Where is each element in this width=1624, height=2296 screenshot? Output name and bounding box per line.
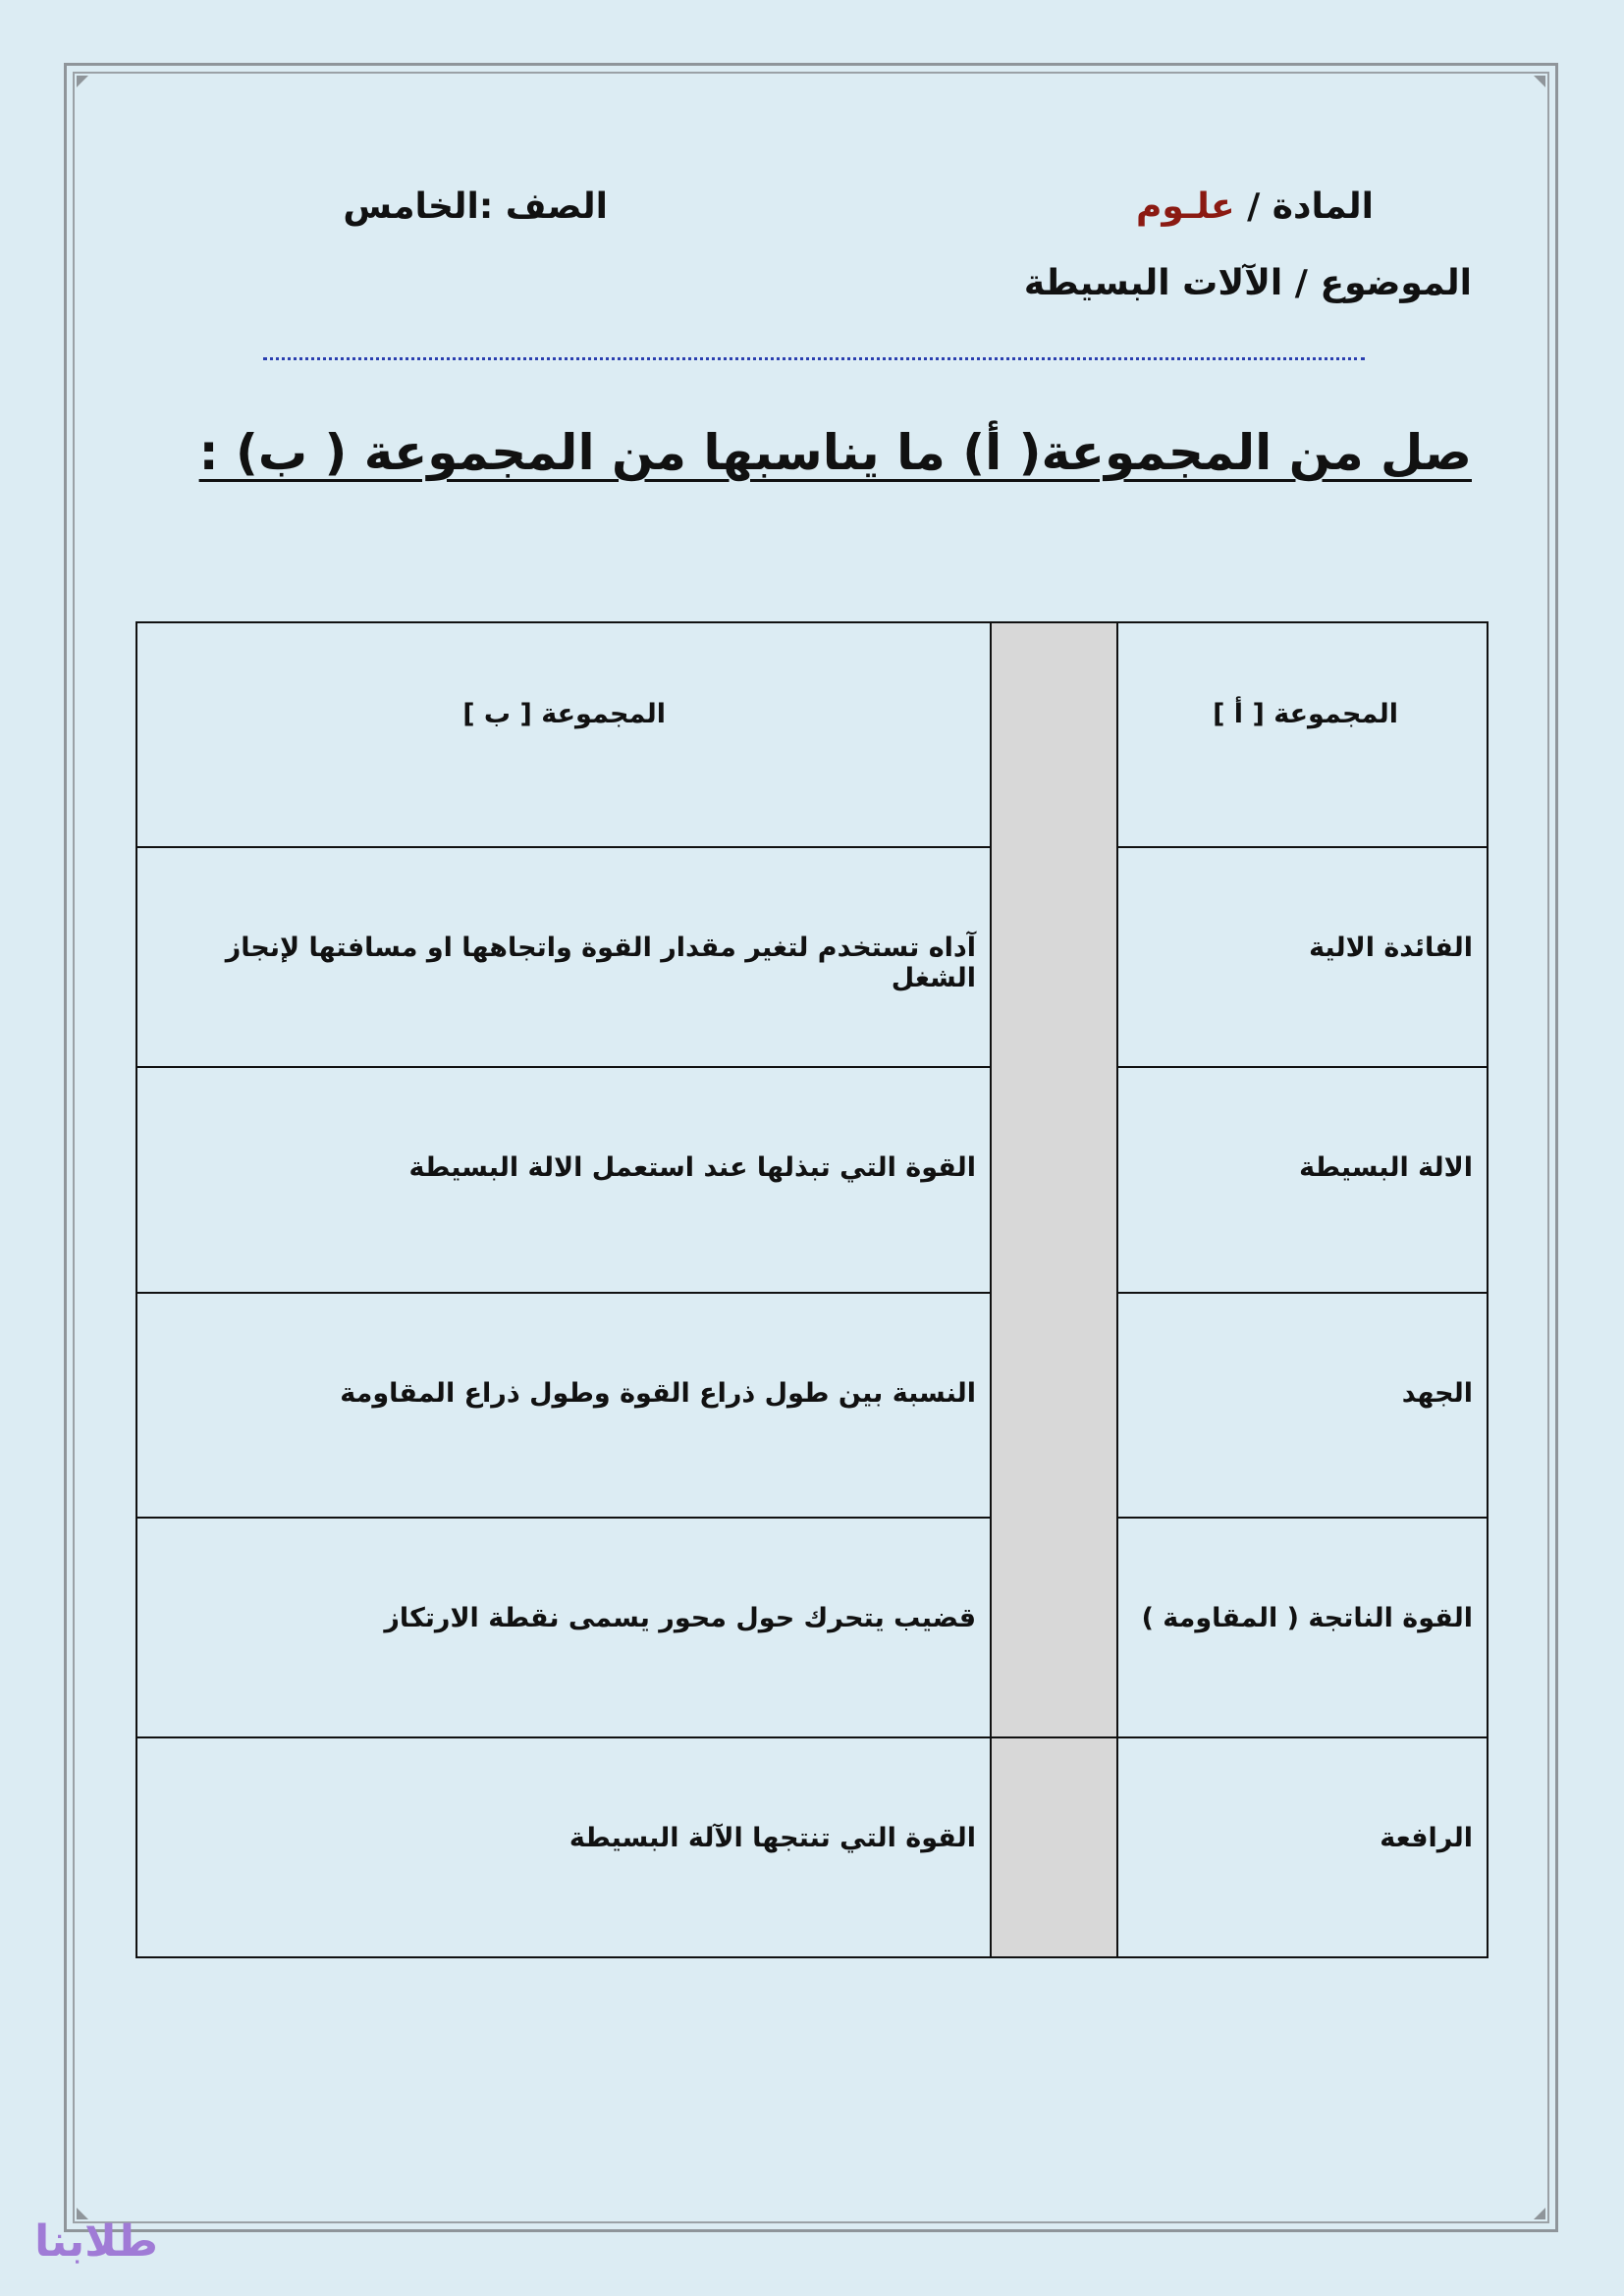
table-row [136,1293,1488,1518]
table-row [136,847,1488,1067]
topic-label: الموضوع / الآلات البسيطة [1023,263,1472,303]
group-b-item: آداه تستخدم لتغير مقدار القوة واتجاهها او مسافتها لإنجاز الشغل [136,847,991,1067]
subject-label: المادة / [1247,187,1374,227]
header-group-b: المجموعة [ ب ] [136,622,991,847]
answer-column[interactable] [991,622,1117,1737]
group-b-item: قضيب يتحرك حول محور يسمى نقطة الارتكاز [136,1518,991,1737]
site-logo: طلابنا [34,2216,158,2267]
matching-table [135,621,1489,1958]
group-a-item: القوة الناتجة ( المقاومة ) [1117,1518,1488,1737]
header-group-a: المجموعة [ أ ] [1117,622,1488,847]
corner-ornament-bottom-right [1534,2208,1545,2219]
group-a-item: الفائدة الالية [1117,847,1488,1067]
table-row [136,1737,1488,1957]
table-row [136,1518,1488,1737]
corner-ornament-top-left [77,76,88,87]
subject-value: علـوم [1135,187,1235,227]
group-b-item: النسبة بين طول ذراع القوة وطول ذراع المقاومة [136,1293,991,1518]
subject-line [1136,187,1374,227]
corner-ornament-top-right [1534,76,1545,87]
table-header-row [136,622,1488,847]
grade-label: الصف :الخامس [343,187,608,227]
group-a-item: الرافعة [1117,1737,1488,1957]
exercise-title: صل من المجموعة( أ) ما يناسبها من المجموعة ( ب) : [198,424,1472,481]
table-row [136,1067,1488,1293]
dotted-separator [263,357,1365,360]
group-a-item: الجهد [1117,1293,1488,1518]
group-a-item: الالة البسيطة [1117,1067,1488,1293]
answer-column-cell[interactable] [991,1737,1117,1957]
group-b-item: القوة التي تبذلها عند استعمل الالة البسيطة [136,1067,991,1293]
group-b-item: القوة التي تنتجها الآلة البسيطة [136,1737,991,1957]
